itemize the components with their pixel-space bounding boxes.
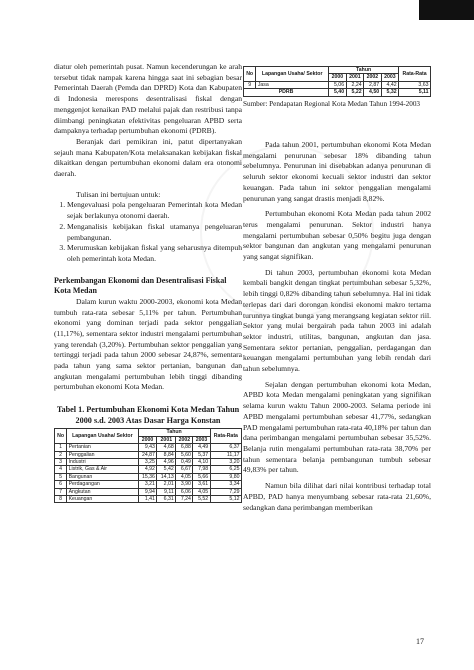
row-number-cell: 6 [55,481,67,488]
sector-cell: Bangunan [67,473,139,480]
th-year-group: Tahun [329,67,399,74]
th-year: 2000 [138,436,157,443]
table-row [55,444,242,451]
row-number-cell: 3 [55,458,67,465]
value-cell: 5,32 [381,89,399,96]
row-number-cell: 8 [55,496,67,503]
value-cell: 4,05 [193,488,210,495]
sector-cell: Pertanian [67,444,139,451]
average-cell: 11,17 [210,451,241,458]
th-year: 2000 [329,74,347,81]
average-cell: 5,11 [399,89,431,96]
row-number-cell: 4 [55,466,67,473]
table-row [55,496,242,503]
table-row [55,451,242,458]
section-heading: Perkembangan Ekonomi dan Desentralisasi Fiskal Kota Medan [54,275,227,296]
value-cell: 5,66 [193,473,210,480]
table-row [55,488,242,495]
value-cell: 6,67 [176,466,193,473]
th-year: 2001 [157,436,176,443]
right-paragraph-2: Pertumbuhan ekonomi Kota Medan pada tahun 2002 terus mengalami penurunan. Sektor industri hanya mengalami pertumbuhan sebesar 0,50% begitu juga dengan sektor bangunan dan angkutan yang mengalami penurunan yang sangat signifikan. [243,209,431,262]
value-cell: 6,06 [176,488,193,495]
growth-table-part1 [54,428,242,503]
th-average: Rata-Rata [399,67,431,82]
value-cell: 8,84 [157,451,176,458]
left-paragraph-1: diatur oleh pemerintah pusat. Namun kecenderungan ke arah tersebut tidak nampak karena hingga saat ini sebagian besar Pemerintah Daerah (Pemda dan DPRD) Kota dan Kabupaten di Indonesia merespons desentralisasi fiskal dengan menggenjot kenaikan PAD melalui pajak dan restribusi tanpa diimbangi peningkatan efektivitas pengeluaran APBD serta dampaknya terhadap pertumbuhan ekonomi (PDRB). [54,62,242,136]
th-no: No [244,67,256,82]
average-cell: 7,29 [210,488,241,495]
right-paragraph-1: Pada tahun 2001, pertumbuhan ekonomi Kota Medan mengalami penurunan sebesar 18% dibanding tahun sebelumnya. Penurunan ini disebabkan adanya penurunan di seluruh sektor ekonomi kecuali sektor industri dan sektor keuangan. Pada tahun ini sektor penggalian mengalami penurunan yang sangat drastis menjadi 8,82%. [243,140,431,203]
average-cell: 3,20 [210,458,241,465]
table-source: Sumber: Pendapatan Regional Kota Medan Tahun 1994-2003 [243,99,421,108]
right-column [243,140,431,513]
left-paragraph-3: Tulisan ini bertujuan untuk: [76,189,161,199]
value-cell: 5,22 [346,89,364,96]
value-cell: 15,36 [138,473,157,480]
scan-dark-corner [419,0,474,20]
table-row [55,481,242,488]
row-number-cell: 2 [55,451,67,458]
th-year-group: Tahun [138,429,210,436]
value-cell: 4,42 [381,81,399,88]
right-paragraph-5: Namun bila dilihat dari nilai kontribusi terhadap total APBD, PAD hanya menyumbang sebesar rata-rata 21,60%, sedangkan dana perimbangan memberikan [243,481,431,512]
total-label-cell: PDRB [244,89,329,96]
value-cell: 24,87 [138,451,157,458]
value-cell: 2,87 [364,81,382,88]
table-total-row [244,89,431,96]
table-row [55,458,242,465]
value-cell: 4,49 [193,444,210,451]
objective-item-2: 2. Menganalisis kebijakan fiskal utamanya pengeluaran pembangunan. [67,222,242,243]
table-continuation [243,66,431,109]
value-cell: 6,88 [176,444,193,451]
value-cell: 14,13 [157,473,176,480]
value-cell: 4,68 [157,444,176,451]
value-cell: 6,31 [157,496,176,503]
value-cell: 5,40 [329,89,347,96]
top-edge [0,0,474,20]
value-cell: 4,10 [193,458,210,465]
value-cell: 3,25 [138,458,157,465]
growth-table-part2 [243,66,431,97]
sector-cell: Angkutan [67,488,139,495]
value-cell: 5,52 [193,496,210,503]
table-caption: Tabel 1. Pertumbuhan Ekonomi Kota Medan Tahun 2000 s.d. 2003 Atas Dasar Harga Konstan [56,405,240,425]
page-number: 17 [416,637,424,646]
value-cell: 5,60 [176,451,193,458]
objective-item-1: 1. Mengevaluasi pola pengeluaran Pemerintah kota Medan sejak berlakunya otonomi daerah. [67,200,242,221]
row-number-cell: 9 [244,81,256,88]
sector-cell: Keuangan [67,496,139,503]
value-cell: 5,06 [329,81,347,88]
table-row [55,473,242,480]
th-sector: Lapangan Usaha/ Sektor [67,429,139,444]
th-average: Rata-Rata [210,429,241,444]
row-number-cell: 7 [55,488,67,495]
th-year: 2003 [381,74,399,81]
average-cell: 6,37 [210,444,241,451]
value-cell: 1,41 [138,496,157,503]
average-cell: 6,25 [210,466,241,473]
value-cell: 3,90 [176,481,193,488]
th-sector: Lapangan Usaha/ Sektor [256,67,329,82]
right-paragraph-3: Di tahun 2003, pertumbuhan ekonomi kota Medan kembali bangkit dengan tingkat pertumbuhan sebesar 5,32%, lebih tinggi 0,82% dibanding tahun sebelumnya. Hal ini tidak terlepas dari dari dorongan kondisi ekonomi makro tertama turunnya tingkat bunga yang merangsang kegiatan sektor riil. Sektor yang mulai bergairah pada tahun 2003 ini adalah sektor industri, utilitas, bangunan, angkutan dan jasa. Sementara sektor pertanian, penggalian, perdagangan dan keuangan mengalami pertumbuhan yang lebih rendah dari tahun sebelumnya. [243,267,431,374]
left-paragraph-2: Beranjak dari pemikiran ini, patut dipertanyakan sejauh mana Kabupaten/Kota melaksanakan kebijakan fiskal dikaitkan dengan pertumbuhan ekonomi dalam era otonomi daerah. [54,136,242,179]
value-cell: 7,98 [193,466,210,473]
value-cell: 3,61 [193,481,210,488]
value-cell: 7,24 [176,496,193,503]
left-column [54,62,242,503]
left-paragraph-4: Dalam kurun waktu 2000-2003, ekonomi kota Medan tumbuh rata-rata sebesar 5,11% per tahun. Pertumbuhan ekonomi yang dominan terjadi pada sektor penggalian (11,17%), sementara sektor industri mengalami pertumbuhan yang terendah (3,20%). Pertumbuhan sektor penggalian yang tertinggi terjadi pada tahun 2000 sebesar 24,87%, sementara pada tahun yang sama sektor pertanian, bangunan dan angkutan mengalami pertumbuhan lebih tinggi dibanding pertumbuhan ekonomi Kota Medan. [54,296,242,392]
value-cell: 2,24 [346,81,364,88]
average-cell: 3,63 [399,81,431,88]
value-cell: 5,42 [157,466,176,473]
value-cell: 3,21 [138,481,157,488]
value-cell: 0,49 [176,458,193,465]
objective-item-3: 3. Merumuskan kebijakan fiskal yang seharusnya ditempuh oleh pemerintah kota Medan. [67,243,242,264]
table-body-part2 [244,81,431,96]
value-cell: 9,94 [138,488,157,495]
value-cell: 4,50 [364,89,382,96]
th-year: 2002 [364,74,382,81]
value-cell: 5,37 [193,451,210,458]
value-cell: 4,05 [176,473,193,480]
average-cell: 3,34 [210,481,241,488]
sector-cell: Perdagangan [67,481,139,488]
value-cell: 4,96 [157,458,176,465]
value-cell: 4,92 [138,466,157,473]
th-no: No [55,429,67,444]
objectives-list [54,200,242,264]
value-cell: 9,11 [157,488,176,495]
sector-cell: Listrik, Gas & Air [67,466,139,473]
table-body-part1 [55,444,242,503]
row-number-cell: 5 [55,473,67,480]
sector-cell: Penggalian [67,451,139,458]
th-year: 2002 [176,436,193,443]
sector-cell: Industri [67,458,139,465]
table-row [55,466,242,473]
sector-cell: Jasa [256,81,329,88]
value-cell: 9,43 [138,444,157,451]
row-number-cell: 1 [55,444,67,451]
table-row [244,81,431,88]
th-year: 2003 [193,436,210,443]
th-year: 2001 [346,74,364,81]
right-paragraph-4: Sejalan dengan pertumbuhan ekonomi kota Medan, APBD kota Medan mengalami peningkatan yang signifikan selama kurun waktu Tahun 2000-2003. Selama periode ini APBD mengalami pertumbuhan sebesar 41,77%, sedangkan PAD mengalami pertumbuhan rata-rata 40,18% per tahun dan dana perimbangan mengalami pertumbuhan sebesar 35,52%. Belanja rutin mengalami pertumbuhan rata-rata 38,70% per tahun sementara belanja pembangunan tumbuh sebesar 49,83% per tahun. [243,379,431,475]
value-cell: 2,01 [157,481,176,488]
average-cell: 9,80 [210,473,241,480]
average-cell: 5,12 [210,496,241,503]
